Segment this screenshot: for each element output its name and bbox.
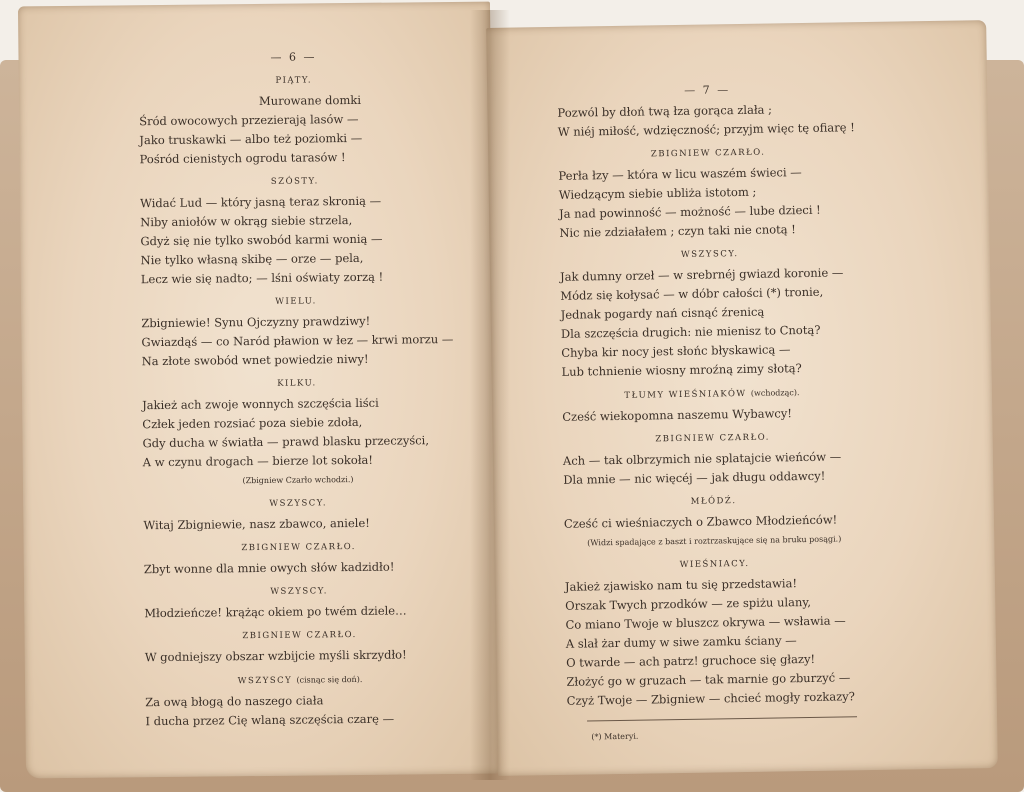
- verse-line: Na złote swobód wnet powiedzie niwy!: [141, 351, 369, 369]
- verse-line: I ducha przez Cię wlaną szczęścia czarę —: [145, 711, 395, 729]
- speaker-heading: PIĄTY.: [275, 75, 313, 86]
- verse-line: Jak dumny orzeł — w srebrnéj gwiazd koronie —: [559, 265, 844, 284]
- speaker-heading: WSZYSCY.: [270, 586, 328, 597]
- verse-line: Perła łzy — która w licu waszém świeci —: [558, 165, 802, 183]
- dialogue-block: [144, 537, 454, 579]
- left-page: [18, 2, 498, 779]
- stage-direction: (Zbigniew Czarło wchodzi.): [242, 475, 354, 486]
- verse-line: A w czynu drogach — bierze lot sokoła!: [142, 452, 374, 470]
- dialogue-block: [143, 493, 453, 535]
- verse-line: Pośród cienistych ogrodu tarasów !: [139, 150, 346, 167]
- dialogue-block: [557, 99, 858, 142]
- verse-line: W niéj miłość, wdzięczność; przyjm więc tę ofiarę !: [557, 120, 855, 139]
- verse-line: Czyż Twoje — Zbigniew — chcieć mogły rozkazy?: [566, 689, 855, 708]
- verse-line: Orszak Twych przodków — ze spiżu ulany,: [565, 594, 812, 613]
- speaker-note: (wchodząc).: [750, 388, 800, 398]
- verse-line: O twarde — ach patrz! gruchoce się głazy!: [566, 651, 816, 670]
- verse-line: Nie tylko własną skibę — orze — pela,: [140, 250, 364, 268]
- speaker-heading: MŁÓDŹ.: [690, 496, 737, 507]
- page-number: — 6 —: [270, 50, 317, 64]
- speaker-heading: ZBIGNIEW CZARŁO.: [650, 147, 766, 160]
- dialogue-block: [563, 490, 864, 553]
- verse-line: Jako truskawki — albo też poziomki —: [139, 130, 363, 148]
- verse-line: Pozwól by dłoń twą łza gorąca zlała ;: [557, 102, 773, 120]
- right-page-text: [557, 78, 867, 747]
- verse-line: Dla szczęścia drugich: nie mienisz to Cnotą?: [560, 322, 821, 341]
- speaker-heading: KILKU.: [277, 378, 317, 389]
- verse-line: Jednak pogardy nań cisnąć źrenicą: [560, 304, 765, 322]
- stage-direction: (Widzi spadające z baszt i roztrzaskujące się na bruku posągi.): [587, 534, 842, 548]
- verse-line: Młodzieńcze! krążąc okiem po twém dziele…: [144, 603, 407, 621]
- dialogue-block: [558, 142, 859, 243]
- verse-line: Człek jeden rozsiać poza siebie zdoła,: [142, 414, 363, 432]
- verse-line: Cześć wiekopomna naszemu Wybawcy!: [562, 406, 793, 424]
- dialogue-block: [564, 553, 866, 711]
- dialogue-block: [142, 373, 453, 491]
- speaker-heading: WSZYSCY (cisnąc się doń).: [237, 674, 363, 687]
- verse-line: Jakież zjawisko nam tu się przedstawia!: [564, 576, 798, 594]
- speaker-heading: ZBIGNIEW CZARŁO.: [242, 629, 357, 642]
- dialogue-block: [145, 669, 456, 731]
- verse-line: Witaj Zbigniewie, nasz zbawco, aniele!: [143, 515, 370, 533]
- speaker-heading: TŁUMY WIEŚNIAKÓW (wchodząc).: [624, 388, 800, 401]
- book-gutter: [470, 10, 510, 780]
- verse-line: Zbigniewie! Synu Ojczyzny prawdziwy!: [141, 313, 371, 331]
- speaker-heading: ZBIGNIEW CZARŁO.: [241, 541, 356, 554]
- verse-line: Nic nie zdziałałem ; czyn taki nie cnotą !: [559, 222, 796, 240]
- dialogue-block: [562, 382, 863, 427]
- verse-line: Cześć ci wieśniaczych o Zbawco Młodzieńców!: [563, 512, 838, 531]
- dialogue-block: [144, 581, 454, 623]
- verse-line: Wiedzącym siebie ubliża istotom ;: [558, 184, 757, 202]
- dialogue-block: [141, 291, 452, 371]
- page-number: — 7 —: [684, 83, 731, 97]
- verse-line: Gdy ducha w światła — prawd blasku przeczyści,: [142, 433, 430, 451]
- speaker-heading: WSZYSCY.: [680, 249, 739, 260]
- verse-line: Gdyż się nie tylko swobód karmi wonią —: [140, 231, 383, 249]
- verse-line: Widać Lud — który jasną teraz skronią —: [139, 193, 382, 211]
- dialogue-block: [139, 70, 450, 169]
- dialogue-block: [140, 171, 451, 289]
- speaker-heading: SZÓSTY.: [270, 176, 319, 187]
- verse-line: Ja nad powinność — możność — lube dzieci !: [558, 202, 821, 221]
- verse-line: Jakież ach zwoje wonnych szczęścia liści: [142, 395, 379, 413]
- verse-line: Zbyt wonne dla mnie owych słów kadzidło!: [143, 559, 395, 577]
- speaker-heading: WIEŚNIACY.: [679, 558, 750, 570]
- verse-line: Lecz wie się nadto; — lśni oświaty zorzą !: [140, 269, 384, 287]
- verse-line: Co miano Twoje w bluszcz okrywa — wsławia —: [565, 613, 846, 632]
- verse-line: W godniejszy obszar wzbijcie myśli skrzydło!: [144, 647, 407, 665]
- speaker-heading: WIELU.: [275, 296, 317, 307]
- verse-line: Za ową błogą do naszego ciała: [145, 693, 324, 710]
- verse-line: Módz się kołysać — w dóbr całości (*) tronie,: [560, 284, 824, 303]
- verse-line: Niby aniołów w okrąg siebie strzela,: [140, 213, 353, 230]
- right-page: [486, 20, 998, 776]
- verse-line: Złożyć go w gruzach — tak marnie go zburzyć —: [566, 670, 851, 689]
- verse-line: A slał żar dumy w siwe zamku ściany —: [565, 633, 797, 651]
- verse-line: Dla mnie — nic więcéj — jak długu oddawcy!: [563, 468, 826, 487]
- verse-line: Gwiazdąś — co Naród pławion w łez — krwi morzu —: [141, 331, 454, 350]
- verse-line: Ach — tak olbrzymich nie splatajcie wieńców —: [562, 449, 842, 468]
- left-page-text: [138, 46, 455, 731]
- footnote-rule: [587, 716, 857, 721]
- speaker-note: (cisnąc się doń).: [296, 674, 363, 685]
- dialogue-block: [560, 243, 862, 382]
- verse-line: Śród owocowych przezierają lasów —: [139, 111, 359, 129]
- verse-line: Murowane domki: [258, 92, 362, 108]
- dialogue-block: [563, 427, 864, 490]
- speaker-heading: ZBIGNIEW CZARŁO.: [655, 432, 770, 445]
- verse-line: Lub tchnienie wiosny mroźną zimy słotą?: [561, 361, 802, 379]
- dialogue-block: [144, 625, 454, 667]
- verse-line: Chyba kir nocy jest słońc błyskawicą —: [561, 342, 791, 360]
- footnote: (*) Materyi.: [591, 731, 639, 742]
- speaker-heading: WSZYSCY.: [269, 498, 328, 509]
